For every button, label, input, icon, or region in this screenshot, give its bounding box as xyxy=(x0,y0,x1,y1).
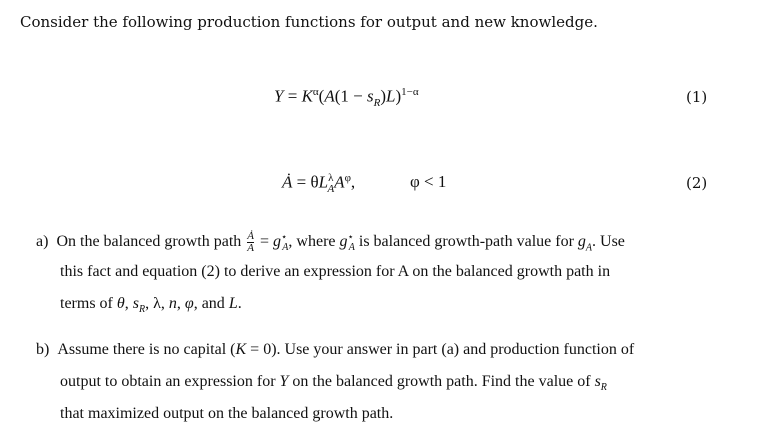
part-b-line-3: that maximized output on the balanced growth path. xyxy=(60,405,394,422)
part-b-label: b) xyxy=(36,341,50,358)
equation-1-number: (1) xyxy=(686,88,708,106)
part-b-line-1: b) Assume there is no capital (K = 0). Use your answer in part (a) and production function of xyxy=(36,341,635,358)
part-a-line-2: this fact and equation (2) to derive an expression for A on the balanced growth path in xyxy=(60,263,611,280)
part-a-label: a) xyxy=(36,233,49,251)
equation-1: $Y = K^\alpha(A(1 - s_R)L)^{1-\alpha}$ xyxy=(274,86,419,110)
equation-2-condition: φ < 1 xyxy=(410,172,447,191)
equation-2: Ȧ = $\theta L^\lambda_AA^\varphi$, xyxy=(282,172,356,196)
equation-2-number: (2) xyxy=(686,174,708,192)
part-a-line-3: terms of θ, $s_R$, λ, n, φ, and L. xyxy=(60,295,242,316)
part-b-line-2: output to obtain an expression for Y on the balanced growth path. Find the value of $s_R$ xyxy=(60,373,607,394)
intro-text: Consider the following production functions for output and new knowledge. xyxy=(20,13,598,31)
part-a-line-1: a) On the balanced growth path $\frac{Ȧ}{A}$ = $g^⋆_A$, where $g^⋆_A$ is balanced growth-path value for $g_A$. Use xyxy=(36,230,625,254)
